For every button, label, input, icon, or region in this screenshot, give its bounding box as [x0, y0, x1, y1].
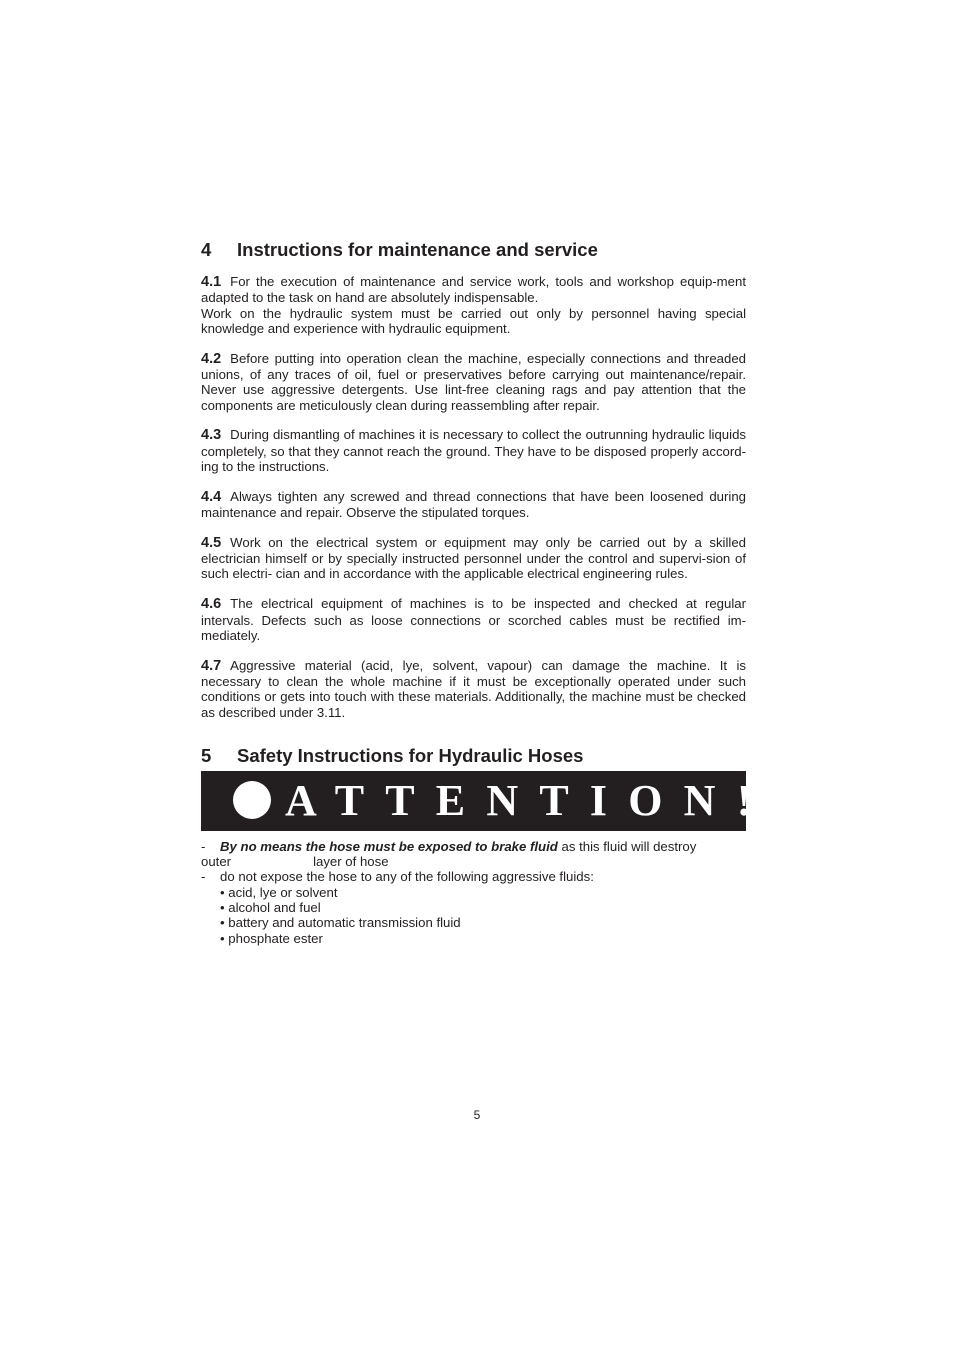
rule-dash: - — [201, 869, 206, 885]
rule-aggressive-fluids — [201, 869, 746, 884]
paragraph-number: 4.3 — [201, 427, 222, 444]
attention-text: ATTENTION! — [285, 775, 773, 825]
attention-banner — [201, 771, 773, 831]
warning-dot-icon — [233, 781, 271, 819]
paragraph-text: The electrical equipment of machines is to be inspected and checked at regular intervals. Defects such as loose connections or scorched cables must be rectified im-mediately. — [201, 596, 746, 643]
rule-brake-fluid — [201, 839, 746, 870]
list-item: • phosphate ester — [220, 930, 323, 946]
paragraph-text: Aggressive material (acid, lye, solvent, vapour) can damage the machine. It is necessary to clean the whole machine if it must be exceptionally operated under such conditions or gets into touch with these materials. Additionally, the machine must be checked as described under 3.11. — [201, 657, 746, 720]
paragraph-text: Always tighten any screwed and thread connections that have been loosened during maintenance and repair. Observe the stipulated torques. — [201, 488, 746, 521]
rule-word: outer — [201, 854, 232, 870]
hose-rules — [201, 839, 746, 946]
paragraph-4-2 — [201, 351, 746, 413]
list-item: • alcohol and fuel — [220, 900, 321, 916]
section-number: 5 — [201, 744, 212, 766]
paragraph-4-6 — [201, 596, 746, 643]
paragraph-text: For the execution of maintenance and service work, tools and workshop equip-ment adapted to the task on hand are absolutely indispensable. — [201, 274, 746, 306]
document-page — [201, 238, 773, 946]
paragraph-number: 4.6 — [201, 596, 222, 613]
rule-continuation — [201, 854, 746, 869]
paragraph-text: During dismantling of machines it is necessary to collect the outrunning hydraulic liquids completely, so that they cannot reach the ground. They have to be disposed properly accord-ing to the instructions. — [201, 427, 746, 474]
section-title: Safety Instructions for Hydraulic Hoses — [237, 744, 584, 766]
paragraph-number: 4.1 — [201, 274, 222, 290]
rule-text: do not expose the hose to any of the following aggressive fluids: — [220, 869, 594, 885]
list-item: • battery and automatic transmission fluid — [220, 915, 461, 931]
section-4-heading — [201, 238, 746, 262]
rule-emphasis: By no means the hose must be exposed to brake fluid — [220, 838, 558, 854]
paragraph-4-5 — [201, 535, 746, 582]
fluid-list — [201, 885, 746, 946]
paragraph-text: Before putting into operation clean the machine, especially connections and threaded unions, of any traces of oil, fuel or preservatives before carrying out maintenance/repair. Never use aggressive detergents. Use lint-free cleaning rags and pay attention that the components are meticulously clean during reassembling after repair. — [201, 350, 746, 413]
paragraph-number: 4.5 — [201, 534, 222, 551]
paragraph-4-3 — [201, 427, 746, 474]
paragraph-4-1 — [201, 274, 746, 336]
paragraph-number: 4.4 — [201, 488, 222, 505]
paragraph-text: Work on the hydraulic system must be carried out only by personnel having special knowledge and experience with hydraulic equipment. — [201, 305, 746, 336]
paragraph-text: Work on the electrical system or equipment may only be carried out by a skilled electrician himself or by specially instructed personnel under the control and supervi-sion of such electri- cian and in accordance with the applicable electrical engineering rules. — [201, 534, 746, 582]
list-item: • acid, lye or solvent — [220, 884, 338, 900]
rule-dash: - — [201, 838, 206, 854]
section-number: 4 — [201, 239, 212, 260]
rule-word: layer of hose — [313, 854, 389, 870]
page-number: 5 — [473, 1108, 481, 1122]
paragraph-number: 4.7 — [201, 657, 222, 674]
paragraph-number: 4.2 — [201, 350, 222, 367]
section-title: Instructions for maintenance and service — [237, 239, 598, 260]
section-5-heading — [201, 744, 746, 768]
paragraph-4-4 — [201, 489, 746, 521]
paragraph-4-7 — [201, 658, 746, 720]
rule-text: as this fluid will destroy — [557, 838, 697, 854]
